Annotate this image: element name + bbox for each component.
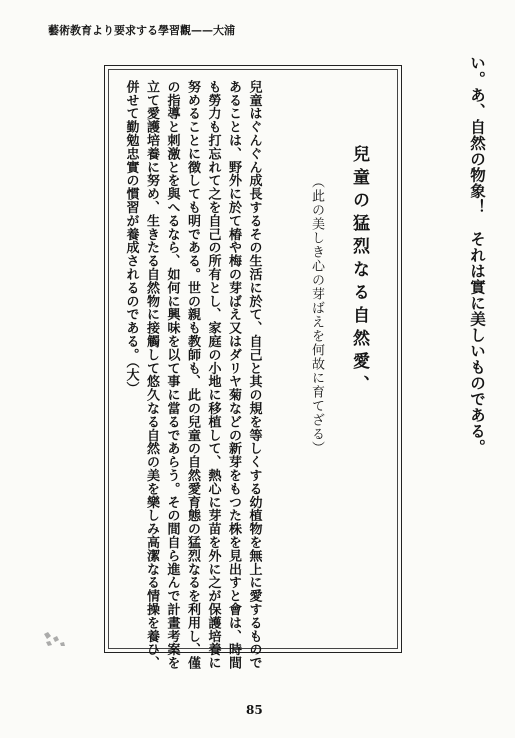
library-stamp-mark [42,630,68,648]
body-line: 併せて勤勉忠實の慣習が養成されるのである。（大） [123,80,139,396]
body-line: あることは、野外に於て椿や梅の芽ばえ又はダリヤ菊などの新芽をもつた株を見出すと會は、時間 [226,80,241,670]
section-body [120,80,264,670]
body-line: 努めることに徴しても明である。世の親も教師も、此の兒童の自然愛育態の猛烈なるを利用し、僅 [185,80,200,670]
continued-text-column: い。あ、自然の物象！ それは實に美しいものである。 [468,55,487,455]
body-line: の指導と刺激とを與へるなら、如何に興味を以て事に當るであらう。その間自ら進んで計畫考案を [164,80,180,670]
page-number: 85 [246,703,263,717]
body-line: も勞力も打忘れて之を自己の所有とし、家庭の小地に移植して、熱心に芽苗を外に之が保護培養に [205,80,221,670]
section-title: 兒童の猛烈なる自然愛、 [349,145,369,398]
running-header: 藝術教育より要求する學習觀——大浦 [48,24,235,37]
body-line: 立て愛護培養に努め、生きたる自然物に接觸して悠久なる自然の美を樂しみ高潔なる情操を養ひ、 [144,80,159,670]
body-line: 兒童はぐんぐん成長するその生活に於て、自己と其の規を等しくする幼植物を無上に愛するもので [246,80,262,670]
section-subtitle: （此の美しき心の芽ばえを何故に育てざる） [309,175,324,455]
